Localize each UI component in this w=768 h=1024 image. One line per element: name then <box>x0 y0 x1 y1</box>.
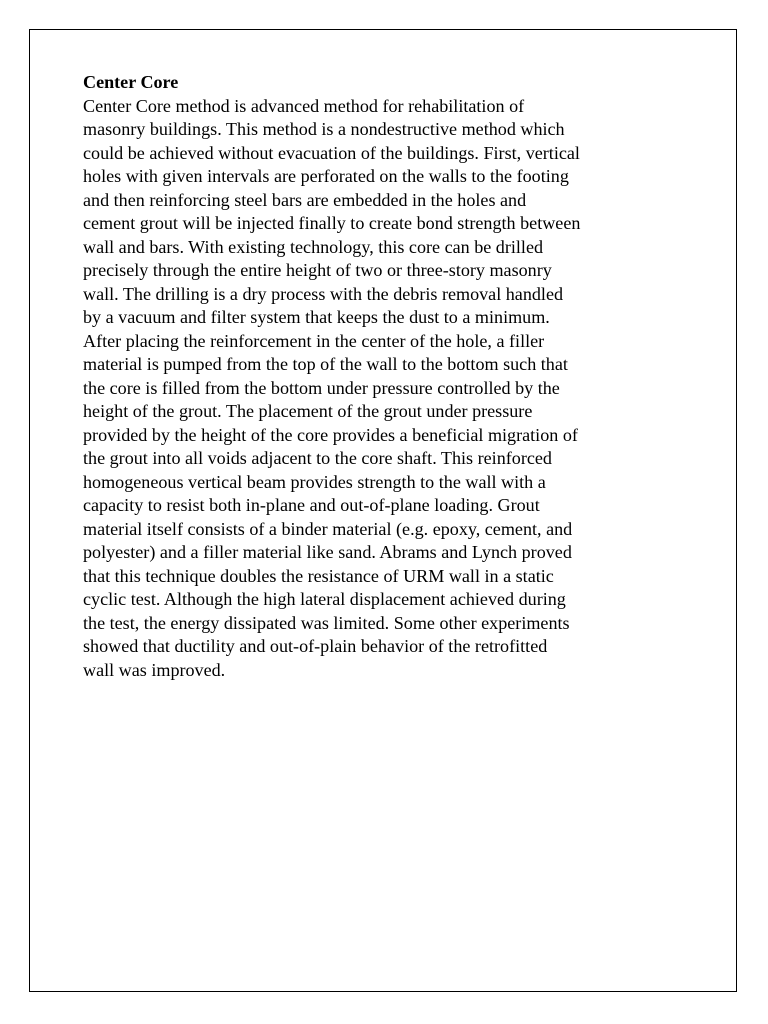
paragraph-line: Center Core method is advanced method for rehabilitation of <box>83 95 525 116</box>
section-heading: Center Core <box>83 72 179 92</box>
paragraph-line: masonry buildings. This method is a nondestructive method which <box>83 119 565 139</box>
paragraph-line: After placing the reinforcement in the center of the hole, a filler <box>83 330 545 351</box>
paragraph-line: the core is filled from the bottom under pressure controlled by the <box>83 377 560 398</box>
paragraph-line: homogeneous vertical beam provides strength to the wall with a <box>83 471 546 492</box>
paragraph-line: capacity to resist both in-plane and out-of-plane loading. Grout <box>83 495 540 515</box>
paragraph-line: wall. The drilling is a dry process with the debris removal handled <box>83 283 564 304</box>
document-body <box>83 71 673 682</box>
paragraph-line: height of the grout. The placement of the grout under pressure <box>83 401 533 421</box>
body-paragraph <box>83 95 673 683</box>
paragraph-line: polyester) and a filler material like sand. Abrams and Lynch proved <box>83 542 572 562</box>
paragraph-line: precisely through the entire height of two or three-story masonry <box>83 260 552 280</box>
paragraph-line: showed that ductility and out-of-plain behavior of the retrofitted <box>83 636 548 656</box>
paragraph-line: that this technique doubles the resistance of URM wall in a static <box>83 565 554 586</box>
paragraph-line: by a vacuum and filter system that keeps the dust to a minimum. <box>83 307 550 327</box>
paragraph-line: holes with given intervals are perforated on the walls to the footing <box>83 166 569 186</box>
paragraph-line: the test, the energy dissipated was limited. Some other experiments <box>83 612 570 633</box>
paragraph-line: material itself consists of a binder material (e.g. epoxy, cement, and <box>83 518 573 539</box>
paragraph-line: material is pumped from the top of the wall to the bottom such that <box>83 354 568 374</box>
paragraph-line: cyclic test. Although the high lateral displacement achieved during <box>83 589 566 609</box>
paragraph-line: the grout into all voids adjacent to the core shaft. This reinforced <box>83 448 552 468</box>
paragraph-line: wall was improved. <box>83 659 226 680</box>
paragraph-line: could be achieved without evacuation of the buildings. First, vertical <box>83 142 580 163</box>
paragraph-line: and then reinforcing steel bars are embedded in the holes and <box>83 189 527 210</box>
paragraph-line: provided by the height of the core provides a beneficial migration of <box>83 424 578 445</box>
paragraph-line: cement grout will be injected finally to create bond strength between <box>83 213 581 233</box>
paragraph-line: wall and bars. With existing technology, this core can be drilled <box>83 236 544 257</box>
